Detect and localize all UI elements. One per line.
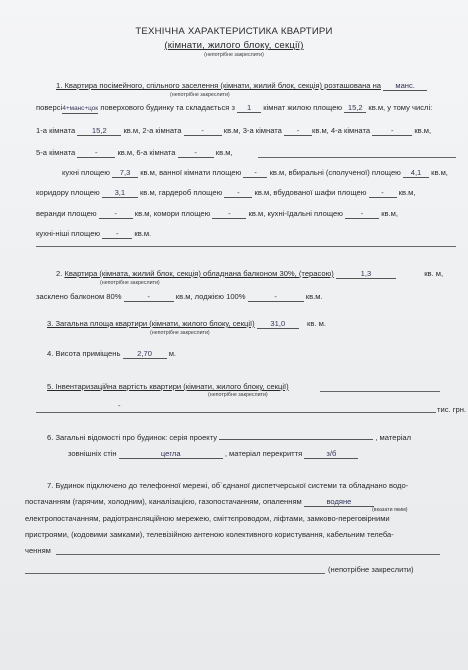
s1-row-corridor xyxy=(36,189,415,198)
s1-line2 xyxy=(36,104,432,114)
room3-label: кв.м, 3-а кімната xyxy=(223,126,282,135)
height-unit: м. xyxy=(168,349,177,358)
wc-value: 4,1 xyxy=(403,169,429,178)
s1-floor-label: поверсі xyxy=(36,103,63,112)
glazed-value: - xyxy=(124,293,174,302)
room6-unit: кв.м, xyxy=(215,148,233,157)
s1-floors-value: 4+манс+цок xyxy=(62,105,99,112)
s1-incl-label: кв.м, у тому числі: xyxy=(368,103,433,112)
s7-line5: ченням xyxy=(25,546,51,555)
project-series-value xyxy=(219,431,373,440)
kitchen-label: кухні площею xyxy=(62,168,110,177)
s7-line2 xyxy=(25,498,374,507)
heating-value: водяне xyxy=(304,498,374,507)
s2-number: 2. xyxy=(56,269,63,278)
closet-label: кв.м, вбудованої шафи площею xyxy=(254,188,367,197)
s5-rule-b xyxy=(36,412,436,413)
total-area-unit: кв. м. xyxy=(307,319,326,328)
veranda-value: - xyxy=(99,210,133,219)
s7-hint: (вказати яким) xyxy=(372,507,408,513)
s7-line1: 7. Будинок підключено до телефонної мережі, об`єднаної диспетчерської системи та обладнано водо- xyxy=(47,481,409,490)
room4-unit: кв.м, xyxy=(414,126,432,135)
corridor-value: 3,1 xyxy=(102,189,138,198)
s2-line2 xyxy=(36,293,323,302)
s1-intro: 1. Квартира посімейного, спільного заселення (кімнати, жилий блок, секція) розташована на xyxy=(56,81,382,90)
wardrobe-value: - xyxy=(224,189,252,198)
s1-floor-position: манс. xyxy=(383,82,427,91)
room5-label: 5-а кімната xyxy=(36,148,76,157)
wc-unit: кв.м, xyxy=(431,168,448,177)
s2-text: Квартира (кімната, жилий блок, секція) обладнана балконом 30%, (терасою) xyxy=(64,269,334,278)
s1-rooms-value: 1 xyxy=(237,104,261,113)
kdining-unit: кв.м, xyxy=(381,209,398,218)
wc-label: кв.м, вбиральні (сполученої) площею xyxy=(269,168,401,177)
storage-label: кв.м, комори площею xyxy=(134,209,211,218)
room4-value: - xyxy=(372,127,412,136)
room6-label: кв.м, 6-а кімната xyxy=(117,148,176,157)
s6-line2 xyxy=(68,450,358,459)
wardrobe-label: кв.м, гардероб площею xyxy=(139,188,223,197)
s1-rooms-row1 xyxy=(36,127,431,136)
corridor-label: коридору площею xyxy=(36,188,100,197)
header-note: (непотрібне закреслити) xyxy=(204,52,264,58)
s7-rule-a xyxy=(56,554,440,555)
room2-value: - xyxy=(184,127,222,136)
room3-value: - xyxy=(284,127,312,136)
s7-note: (непотрібне закреслити) xyxy=(328,565,414,574)
s1-living-area: 15,2 xyxy=(344,104,366,113)
room2-label: кв.м, 2-а кімната xyxy=(123,126,182,135)
s4-line xyxy=(47,350,176,359)
closet-unit: кв.м, xyxy=(398,188,416,197)
s6-line1 xyxy=(47,431,411,442)
s7-rule-b xyxy=(25,573,325,574)
closet-value: - xyxy=(369,189,397,198)
glazed-label: засклено балконом 80% xyxy=(36,292,122,301)
s1-living-label: кімнат жилою площею xyxy=(263,103,343,112)
s6-text: 6. Загальні відомості про будинок: серія проекту xyxy=(47,433,218,442)
s3-note: (непотрібне закреслити) xyxy=(150,330,210,336)
s1-line1 xyxy=(56,82,427,91)
s3-text: 3. Загальна площа квартири (кімнати, жилого блоку, секції) xyxy=(47,319,255,328)
total-area-value: 31,0 xyxy=(257,320,299,329)
niche-unit: кв.м. xyxy=(134,229,152,238)
s4-text: 4. Висота приміщень xyxy=(47,349,121,358)
kdining-label: кв.м, кухні-їдальні площею xyxy=(248,209,343,218)
s5-note: (непотрібне закреслити) xyxy=(208,392,268,398)
loggia-unit: кв.м. xyxy=(305,292,323,301)
niche-value: - xyxy=(102,230,132,239)
s5-unit: тис. грн. xyxy=(437,405,467,414)
room5-value: - xyxy=(77,149,115,158)
room6-value: - xyxy=(178,149,214,158)
veranda-label: веранди площею xyxy=(36,209,97,218)
kdining-value: - xyxy=(345,210,379,219)
terrace-value: 1,3 xyxy=(336,270,396,279)
walls-label: зовнішніх стін xyxy=(68,449,117,458)
room4-label: кв.м, 4-а кімната xyxy=(312,126,371,135)
s1-rooms-row2 xyxy=(36,149,233,158)
s5-text: 5. Інвентаризаційна вартість квартири (кімнати, жилого блоку, секції) xyxy=(47,382,289,391)
niche-label: кухні-ніші площею xyxy=(36,229,101,238)
s7-line3: електропостачанням, радіотрансляційною мережею, сміттєпроводом, ліфтами, замково-переговірними xyxy=(25,514,390,523)
room1-value: 15,2 xyxy=(77,127,121,136)
walls-value: цегла xyxy=(119,450,223,459)
bath-value: - xyxy=(243,169,267,178)
s6-material-label: , матеріал xyxy=(375,433,412,442)
s1-row-veranda xyxy=(36,210,398,219)
s2-line1 xyxy=(56,270,443,279)
s1-rule-b xyxy=(36,246,456,247)
s1-row-niche xyxy=(36,230,151,239)
floors-value: з/б xyxy=(304,450,358,459)
s7-line4: пристроями, (кодовими замками), телевізійною антеною колективного користування, кабельним телеба- xyxy=(25,530,394,539)
kitchen-value: 7,3 xyxy=(112,169,138,178)
s1-rule-a xyxy=(258,157,456,158)
s1-note: (непотрібне закреслити) xyxy=(170,92,230,98)
s2-note: (непотрібне закреслити) xyxy=(100,280,160,286)
bath-label: кв.м, ванної кімнати площею xyxy=(140,168,242,177)
s5-rule-a xyxy=(320,391,440,392)
room1-label: 1-а кімната xyxy=(36,126,76,135)
storage-value: - xyxy=(212,210,246,219)
terrace-unit: кв. м, xyxy=(424,269,444,278)
floors-label: , матеріал перекриття xyxy=(224,449,303,458)
loggia-value: - xyxy=(248,293,304,302)
page-title: ТЕХНІЧНА ХАРАКТЕРИСТИКА КВАРТИРИ xyxy=(135,26,333,37)
page-subtitle: (кімнати, жилого блоку, секції) xyxy=(164,40,304,51)
s1-building-label: поверхового будинку та складається з xyxy=(100,103,235,112)
s3-line xyxy=(47,320,326,329)
loggia-label: кв.м, лоджією 100% xyxy=(175,292,246,301)
height-value: 2,70 xyxy=(123,350,167,359)
s1-row-kitchen xyxy=(62,169,448,178)
s5-line xyxy=(47,383,289,391)
s7-utilities: постачанням (гарячим, холодним), каналізацією, газопостачанням, опаленням xyxy=(25,497,302,506)
s5-value: - xyxy=(118,401,121,410)
